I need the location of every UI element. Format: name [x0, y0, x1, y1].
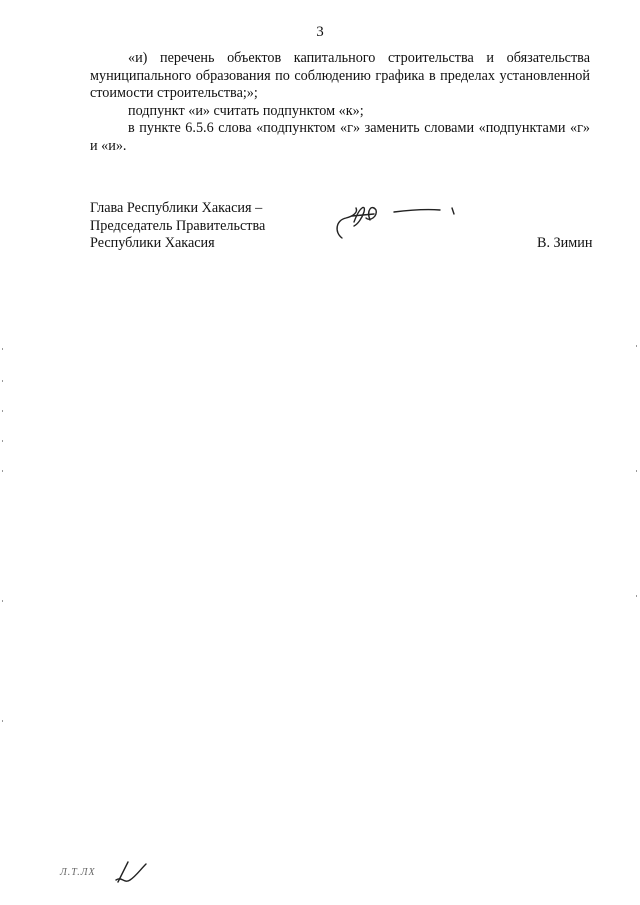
signatory-title-line: Председатель Правительства: [90, 217, 266, 234]
signatory-name: В. Зимин: [537, 235, 593, 251]
signatory-title-line: Глава Республики Хакасия –: [90, 200, 263, 216]
footer-code: Л.Т.ЛХ: [60, 867, 96, 878]
paragraph-subitem-rename: подпункт «и» считать подпунктом «к»;: [128, 102, 364, 119]
paragraph-clause-6-5-6: в пункте 6.5.6 слова «подпунктом «г» заменить словами «подпунктами «г» и «и».: [90, 120, 590, 154]
signatory-title-line: Республики Хакасия: [90, 235, 215, 251]
paragraph-item-i: «и) перечень объектов капитального строительства и обязательства муниципального образования по соблюдению графика в пределах установленной стоимости строительства;»;: [90, 50, 590, 101]
page-number: 3: [316, 24, 324, 40]
